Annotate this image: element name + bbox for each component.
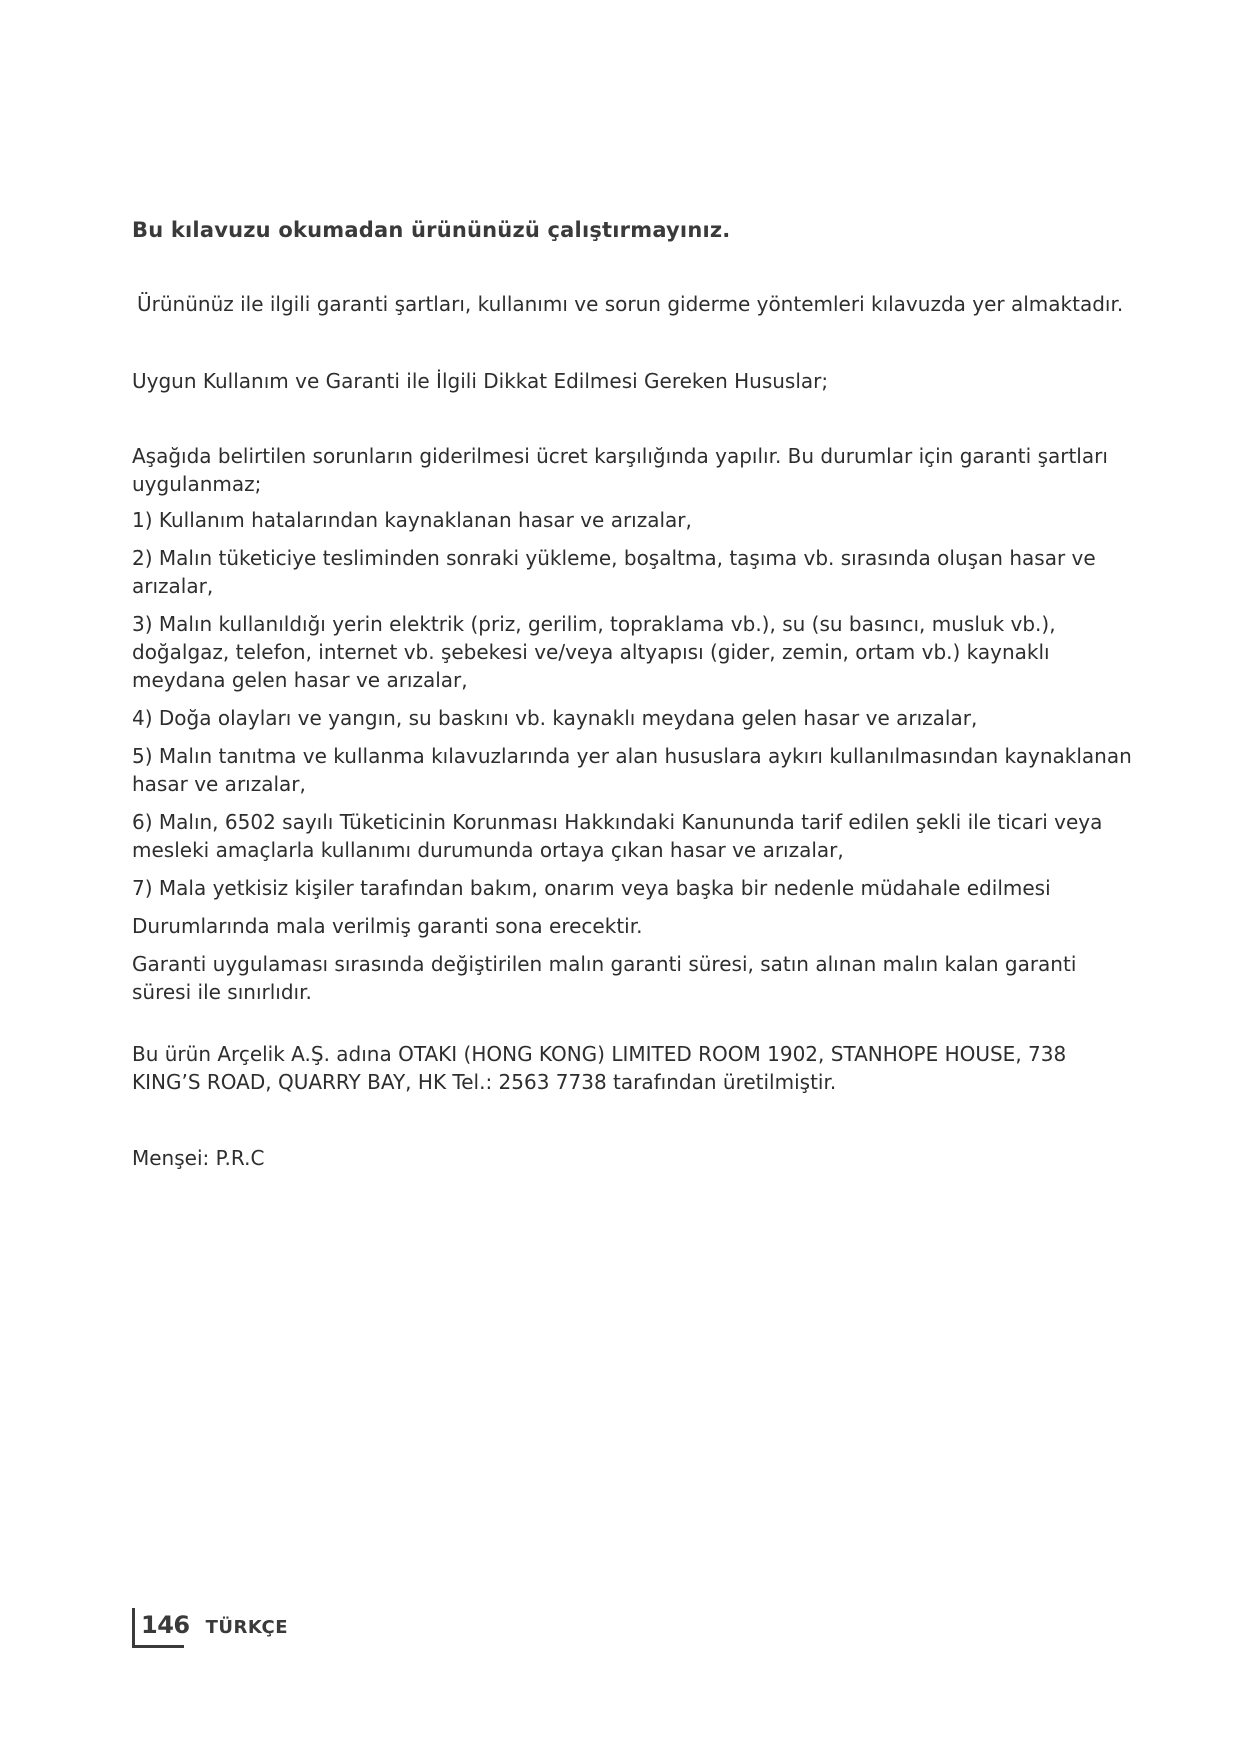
list-item: 7) Mala yetkisiz kişiler tarafından bakım, onarım veya başka bir nedenle müdahale edilmesi (132, 876, 1051, 900)
notice-paragraph: Aşağıda belirtilen sorunların giderilmesi ücret karşılığında yapılır. Bu durumlar için garanti şartları uygulanmaz; (132, 444, 1108, 496)
list-item: Garanti uygulaması sırasında değiştirilen malın garanti süresi, satın alınan malın kalan garanti süresi ile sınırlıdır. (132, 952, 1077, 1004)
list-item: Durumlarında mala verilmiş garanti sona erecektir. (132, 914, 643, 938)
page-number: 146 (141, 1611, 190, 1639)
list-item: 5) Malın tanıtma ve kullanma kılavuzlarında yer alan hususlara aykırı kullanılmasından kaynaklanan hasar ve arızalar, (132, 744, 1132, 796)
list-item: 2) Malın tüketiciye tesliminden sonraki yükleme, boşaltma, taşıma vb. sırasında oluşan hasar ve arızalar, (132, 546, 1096, 598)
language-label: TÜRKÇE (205, 1616, 289, 1638)
list-item: 6) Malın, 6502 sayılı Tüketicinin Korunması Hakkındaki Kanununda tarif edilen şekli ile ticari veya mesleki amaçlarla kullanımı durumunda ortaya çıkan hasar ve arızalar, (132, 810, 1103, 862)
footer-bar (132, 1608, 135, 1648)
intro-paragraph: Ürününüz ile ilgili garanti şartları, kullanımı ve sorun giderme yöntemleri kılavuzda yer almaktadır. (137, 292, 1124, 316)
page-footer (132, 1602, 288, 1648)
origin-info: Menşei: P.R.C (132, 1146, 265, 1170)
producer-info: Bu ürün Arçelik A.Ş. adına OTAKI (HONG KONG) LIMITED ROOM 1902, STANHOPE HOUSE, 738 KING’S ROAD, QUARRY BAY, HK Tel.: 2563 7738 tarafından üretilmiştir. (132, 1042, 1067, 1094)
section-heading: Uygun Kullanım ve Garanti ile İlgili Dikkat Edilmesi Gereken Hususlar; (132, 369, 829, 393)
warning-heading: Bu kılavuzu okumadan ürününüzü çalıştırmayınız. (132, 218, 731, 242)
list-item: 3) Malın kullanıldığı yerin elektrik (priz, gerilim, topraklama vb.), su (su basıncı, musluk vb.), doğalgaz, telefon, internet vb. şebekesi ve/veya altyapısı (gider, zemin, ortam vb.) kaynaklı meydana gelen hasar ve arızalar, (132, 612, 1056, 692)
list-item: 4) Doğa olayları ve yangın, su baskını vb. kaynaklı meydana gelen hasar ve arızalar, (132, 706, 978, 730)
footer-rule (132, 1645, 184, 1648)
list-item: 1) Kullanım hatalarından kaynaklanan hasar ve arızalar, (132, 508, 692, 532)
conditions-list (132, 506, 1132, 1016)
